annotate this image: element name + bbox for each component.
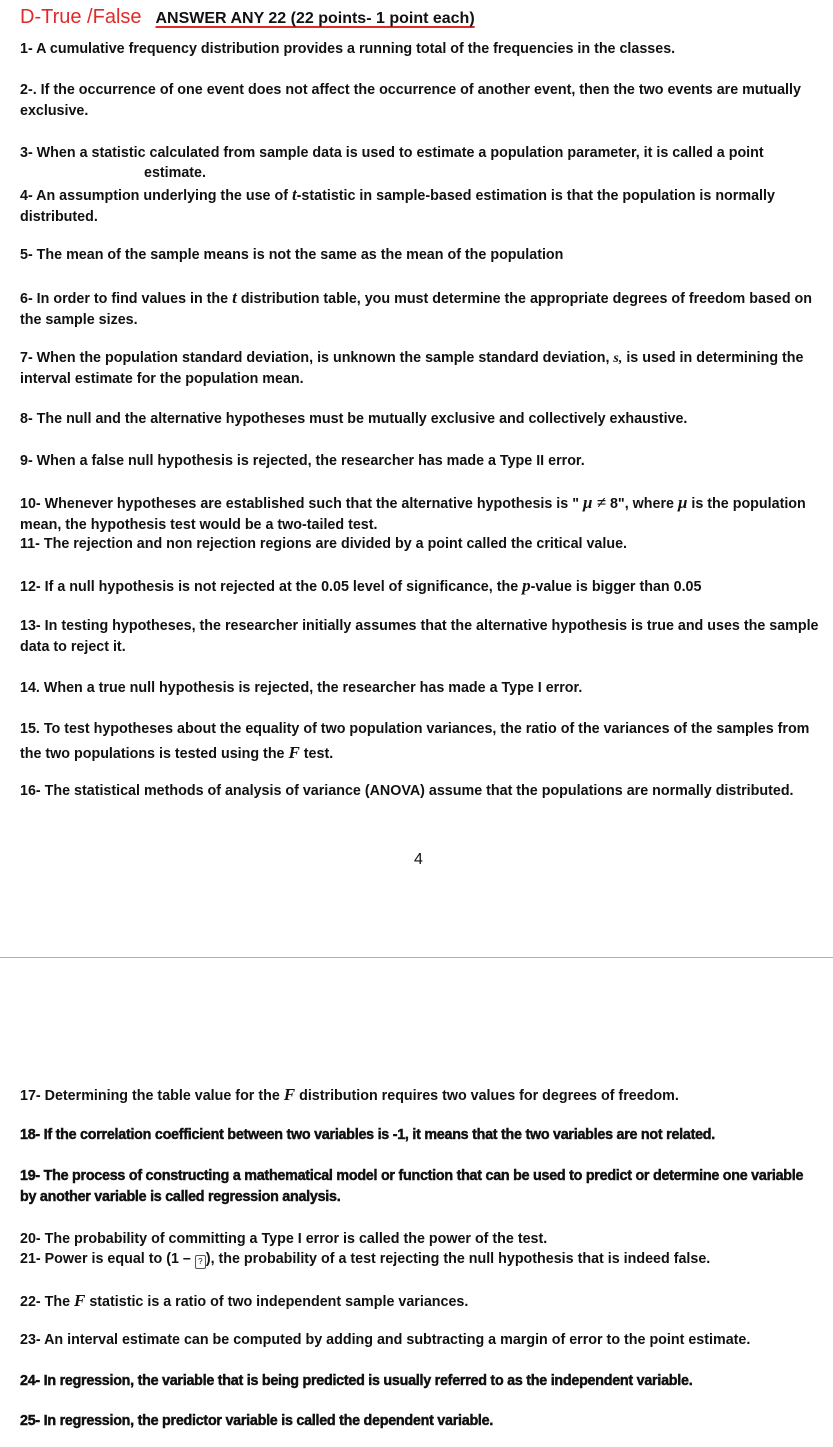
question-7: 7- When the population standard deviation, is unknown the sample standard deviation, s, is used in determining the interval estimate for the population mean.	[20, 350, 804, 387]
question-19: 19- The process of constructing a mathematical model or function that can be used to predict or determine one variable by another variable is called regression analysis.	[20, 1168, 804, 1205]
question-5: 5- The mean of the sample means is not the same as the mean of the population	[20, 247, 564, 263]
page-number: 4	[414, 851, 423, 868]
question-8: 8- The null and the alternative hypotheses must be mutually exclusive and collectively exhaustive.	[20, 411, 688, 427]
question-13: 13- In testing hypotheses, the researcher initially assumes that the alternative hypothesis is true and uses the sample data to reject it.	[20, 618, 819, 655]
question-1: 1- A cumulative frequency distribution provides a running total of the frequencies in the classes.	[20, 41, 676, 57]
question-11: 11- The rejection and non rejection regions are divided by a point called the critical value.	[20, 536, 627, 552]
question-3-continued: estimate.	[144, 165, 206, 181]
question-10: 10- Whenever hypotheses are established such that the alternative hypothesis is " μ ≠ 8", where μ is the population mean, the hypothesis test would be a two-tailed test.	[20, 493, 806, 533]
question-20: 20- The probability of committing a Type I error is called the power of the test.	[20, 1231, 548, 1247]
question-12: 12- If a null hypothesis is not rejected at the 0.05 level of significance, the p-value is bigger than 0.05	[20, 576, 702, 595]
question-16: 16- The statistical methods of analysis of variance (ANOVA) assume that the populations are normally distributed.	[20, 783, 794, 799]
page-break-divider	[0, 957, 833, 958]
question-17: 17- Determining the table value for the F distribution requires two values for degrees of freedom.	[20, 1085, 679, 1104]
question-6: 6- In order to find values in the t distribution table, you must determine the appropriate degrees of freedom based on the sample sizes.	[20, 288, 812, 328]
question-21: 21- Power is equal to (1 – ? ), the probability of a test rejecting the null hypothesis that is indeed false.	[20, 1251, 711, 1267]
question-14: 14. When a true null hypothesis is rejected, the researcher has made a Type I error.	[20, 680, 583, 696]
question-24: 24- In regression, the variable that is being predicted is usually referred to as the independent variable.	[20, 1373, 693, 1389]
question-4: 4- An assumption underlying the use of t-statistic in sample-based estimation is that the population is normally distributed.	[20, 185, 775, 225]
question-9: 9- When a false null hypothesis is rejected, the researcher has made a Type II error.	[20, 453, 585, 469]
section-title: D-True /False	[20, 6, 142, 28]
question-23: 23- An interval estimate can be computed by adding and subtracting a margin of error to the point estimate.	[20, 1332, 751, 1348]
question-2: 2-. If the occurrence of one event does not affect the occurrence of another event, then the two events are mutually exclusive.	[20, 82, 801, 119]
question-3: 3- When a statistic calculated from sample data is used to estimate a population parameter, it is called a point	[20, 145, 764, 161]
section-instruction: ANSWER ANY 22 (22 points- 1 point each)	[155, 10, 475, 27]
section-heading	[20, 7, 475, 30]
question-25: 25- In regression, the predictor variable is called the dependent variable.	[20, 1413, 494, 1429]
question-18: 18- If the correlation coefficient between two variables is -1, it means that the two variables are not related.	[20, 1127, 715, 1143]
missing-glyph-box: ?	[195, 1255, 206, 1269]
question-22: 22- The F statistic is a ratio of two independent sample variances.	[20, 1291, 469, 1310]
question-15: 15. To test hypotheses about the equality of two population variances, the ratio of the variances of the samples from the two populations is tested using the F test.	[20, 721, 810, 762]
